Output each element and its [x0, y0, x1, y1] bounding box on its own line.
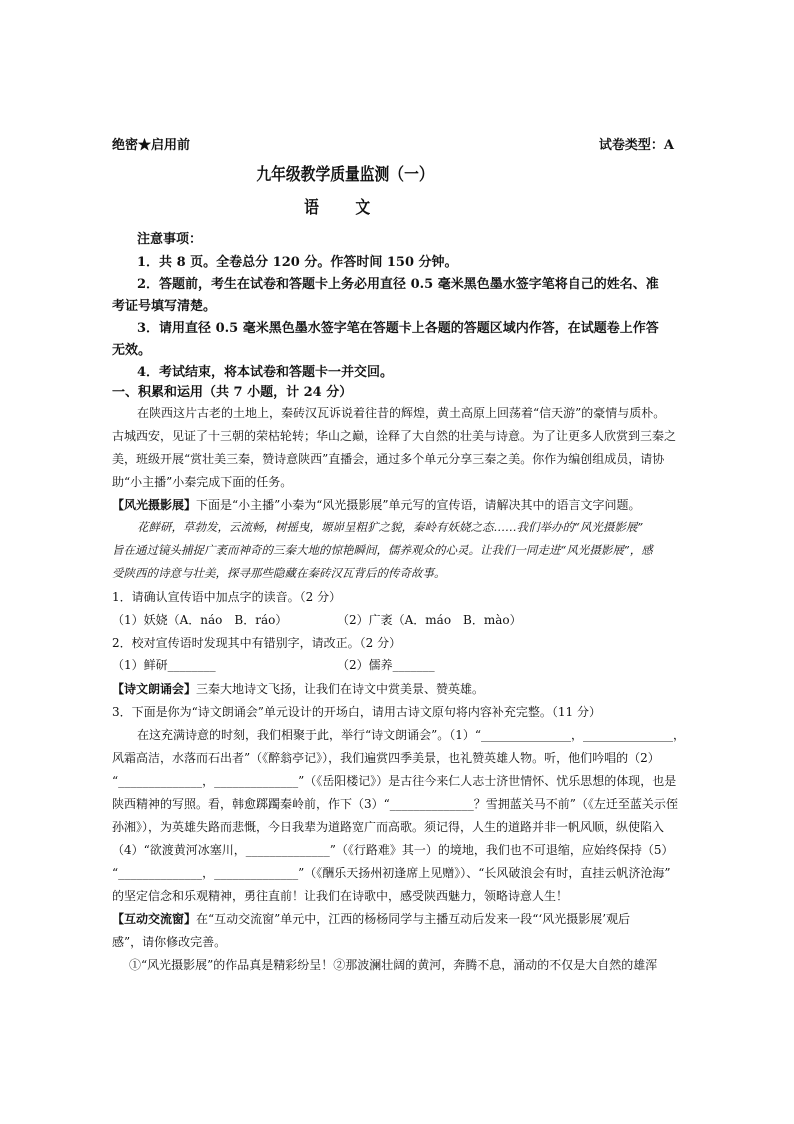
q3-line-3: “______________，______________”（《岳阳楼记》）是古往今来仁人志士济世情怀、忧乐思想的体现，也是 — [112, 774, 677, 788]
notice-item-4: 4．考试结束，将本试卷和答题卡一并交回。 — [137, 365, 394, 380]
exam-title: 九年级教学质量监测（一） — [256, 165, 434, 185]
question-2-blank-b: （2）儒养_______ — [337, 658, 435, 672]
q3-line-2: 风霜高洁，水落而石出者”（《醉翁亭记》），我们遍赏四季美景，也礼赞英雄人物。听，他们吟唱的（2） — [112, 751, 660, 765]
block-interaction — [112, 910, 630, 927]
confidential-label: 绝密★启用前 — [112, 138, 191, 153]
block-poetry-recital — [112, 680, 484, 697]
question-1-option-a: （1）妖娆（A．náo B．ráo） — [112, 613, 288, 627]
question-1: 1．请确认宣传语中加点字的读音。（2 分） — [112, 590, 342, 604]
block-text: 三秦大地诗文飞扬，让我们在诗文中赏美景、赞英雄。 — [196, 682, 485, 696]
block-text: 在“互动交流窗”单元中，江西的杨杨同学与主播互动后发来一段“‘风光摄影展’观后 — [196, 912, 631, 926]
q3-line-4: 陕西精神的写照。看，韩愈踯躅秦岭前，作下（3）“______________？雪拥蓝关马不前”（《左迁至蓝关示侄 — [112, 797, 678, 811]
promo-line-1: 花鲜研，草勃发，云流畅，树摇曳，塬峁呈粗犷之貌，秦岭有妖娆之态……我们举办的“风光摄影展” — [137, 520, 644, 534]
intro-line-2: 古城西安，见证了十三朝的荣枯轮转；华山之巅，诠释了大自然的壮美与诗意。为了让更多人欣赏到三秦之 — [112, 429, 677, 443]
q3-line-1: 在这充满诗意的时刻，我们相聚于此，举行“诗文朗诵会”。（1）“_______________，_______________， — [137, 728, 686, 742]
notice-item-2-cont: 考证号填写清楚。 — [112, 299, 217, 314]
intro-line-4: 助“小主播”小秦完成下面的任务。 — [112, 475, 293, 489]
promo-line-3: 受陕西的诗意与壮美，探寻那些隐藏在秦砖汉瓦背后的传奇故事。 — [112, 566, 446, 580]
notice-heading: 注意事项： — [137, 232, 203, 247]
section-heading: 一、积累和运用（共 7 小题，计 24 分） — [112, 385, 353, 400]
block-tag: 【互动交流窗】 — [112, 912, 197, 926]
question-2: 2．校对宣传语时发现其中有错别字，请改正。（2 分） — [112, 636, 402, 650]
question-2-blank-a: （1）鲜研________ — [112, 658, 216, 672]
intro-line-3: 美，班级开展“赏壮美三秦，赞诗意陕西”直播会，通过多个单元分享三秦之美。你作为编创组成员，请协 — [112, 452, 665, 466]
q3-line-8: 的坚定信念和乐观精神，勇往直前！让我们在诗歌中，感受陕西魅力，领略诗意人生！ — [112, 889, 569, 903]
subject-title: 语 文 — [304, 198, 386, 218]
block-interaction-cont: 感”，请你修改完善。 — [112, 935, 227, 949]
question-3: 3．下面是你为“诗文朗诵会”单元设计的开场白，请用古诗文原句将内容补充完整。（11 分） — [112, 705, 601, 719]
notice-item-2: 2．答题前，考生在试卷和答题卡上务必用直径 0.5 毫米黑色墨水签字笔将自己的姓名、准 — [137, 277, 659, 292]
paper-type-label: 试卷类型：A — [598, 138, 674, 153]
question-1-option-b: （2）广袤（A．máo B．mào） — [337, 613, 522, 627]
intro-line-1: 在陕西这片古老的土地上，秦砖汉瓦诉说着往昔的辉煌，黄土高原上回荡着“信天游”的豪情与质朴。 — [137, 406, 666, 420]
q3-line-5: 孙湘》），为英雄失路而悲慨，今日我辈为道路宽广而高歌。须记得，人生的道路并非一帆风顺，纵使陷入 — [112, 820, 665, 834]
last-paragraph-line: ①“风光摄影展”的作品真是精彩纷呈！②那波澜壮阔的黄河，奔腾不息，涌动的不仅是大自然的雄浑 — [129, 958, 658, 972]
q3-line-7: “______________，______________”（《酬乐天扬州初逢席上见赠》）、“长风破浪会有时，直挂云帆济沧海” — [112, 866, 671, 880]
notice-item-3-cont: 无效。 — [112, 343, 152, 358]
q3-line-6: （4）“欲渡黄河冰塞川，______________”（《行路难》其一）的境地，我们也不可退缩，应始终保持（5） — [112, 843, 674, 857]
notice-item-3: 3．请用直径 0.5 毫米黑色墨水签字笔在答题卡上各题的答题区域内作答，在试题卷上作答 — [137, 321, 659, 336]
notice-item-1: 1．共 8 页。全卷总分 120 分。作答时间 150 分钟。 — [137, 255, 458, 270]
block-tag: 【风光摄影展】 — [112, 498, 197, 512]
block-tag: 【诗文朗诵会】 — [112, 682, 197, 696]
promo-line-2: 旨在通过镜头捕捉广袤而神奇的三秦大地的惊艳瞬间，儒养观众的心灵。让我们一同走进“风光摄影展”，感 — [112, 543, 653, 557]
block-text: 下面是“小主播”小秦为“风光摄影展”单元写的宣传语，请解决其中的语言文字问题。 — [196, 498, 641, 512]
block-photo-exhibit — [112, 496, 641, 513]
